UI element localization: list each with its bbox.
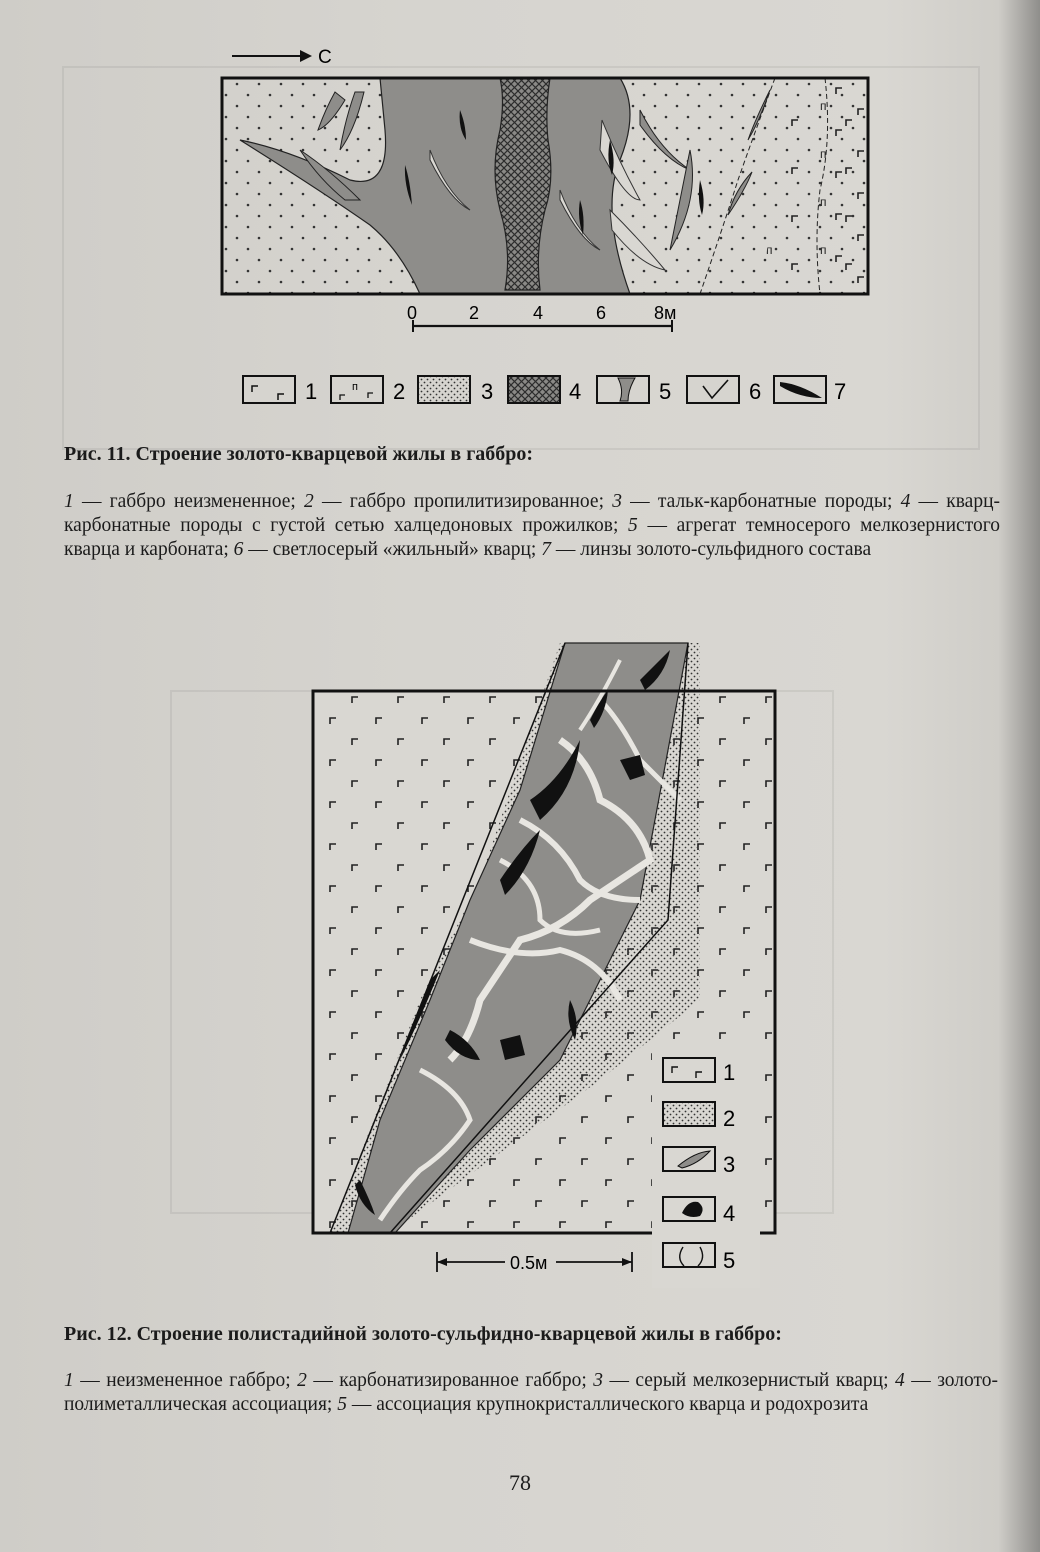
figure-12-caption: Рис. 12. Строение полистадийной золото-сульфидно-кварцевой жилы в габбро: [64, 1323, 782, 1345]
legend-swatch-quartz-carbonate [508, 376, 560, 403]
scale-label: 6 [596, 303, 607, 323]
figure-11-caption: Рис. 11. Строение золото-кварцевой жилы в габбро: [64, 443, 534, 465]
legend-item-text: — неизмененное габбро; [73, 1370, 298, 1391]
legend-number: 6 [749, 379, 762, 404]
legend-item-number: 1 [64, 1370, 74, 1391]
legend-item-number: 3 [593, 1370, 603, 1391]
figure-12-legend [652, 1053, 760, 1288]
legend-item-text: — серый мелкозернистый кварц; [602, 1370, 895, 1391]
legend-swatch-gabbro [243, 376, 295, 403]
legend-number: 3 [481, 379, 494, 404]
scale-label: 2 [469, 303, 480, 323]
legend-item-number: 1 [64, 491, 74, 512]
legend-item-number: 6 [233, 539, 244, 560]
legend-number: 3 [723, 1152, 736, 1177]
north-arrow [232, 50, 312, 62]
legend-item-text: — светлосерый «жильный» кварц; [243, 539, 542, 560]
legend-item-text: — карбонатизированное габбро; [306, 1370, 594, 1391]
legend-item-number: 4 [895, 1370, 905, 1391]
legend-swatch-vein-quartz [687, 376, 739, 403]
figure-12-legend-text [64, 1369, 998, 1417]
svg-text:п: п [352, 381, 358, 393]
scale-label: 0 [407, 303, 418, 323]
legend-item-number: 3 [612, 491, 622, 512]
legend-item-text: — тальк-карбонатные породы; [621, 491, 901, 512]
scale-label: 8м [654, 303, 677, 323]
legend-item-text: — кварц-карбонатные породы с густой сетью халцедоновых прожилков; [64, 491, 1000, 536]
legend-item-number: 2 [297, 1370, 307, 1391]
legend-number: 4 [723, 1201, 736, 1226]
legend-item-number: 2 [304, 491, 314, 512]
legend-number: 5 [659, 379, 672, 404]
legend-number: 5 [723, 1248, 736, 1273]
legend-item-text: — линзы золото-сульфидного состава [550, 539, 872, 560]
legend-item-text: — агрегат темносерого мелкозернистого кварца и карбоната; [64, 515, 1000, 560]
figure-11-legend [243, 376, 826, 403]
legend-item-number: 5 [628, 515, 638, 536]
legend-item-number: 4 [900, 491, 911, 512]
north-arrow-label: С [318, 47, 332, 68]
scale-label: 4 [533, 303, 544, 323]
legend-swatch-gabbro [663, 1058, 715, 1082]
figure-11-map [222, 78, 868, 294]
figure-11-legend-text [64, 490, 1000, 562]
legend-number: 2 [723, 1106, 736, 1131]
scale-label: 0.5м [510, 1253, 548, 1273]
legend-number: 7 [834, 379, 847, 404]
legend-number: 1 [305, 379, 318, 404]
legend-item-number: 5 [337, 1394, 347, 1415]
page-number: 78 [509, 1470, 531, 1495]
legend-number: 2 [393, 379, 406, 404]
legend-item-text: — габбро пропилитизированное; [313, 491, 613, 512]
legend-number: 1 [723, 1060, 736, 1085]
legend-item-text: — габбро неизмененное; [73, 491, 305, 512]
legend-swatch-carbonatized [663, 1102, 715, 1126]
legend-number: 4 [569, 379, 582, 404]
legend-item-text: — золото-полиметаллическая ассоциация; [64, 1370, 999, 1415]
legend-item-text: — ассоциация крупнокристаллического кварца и родохрозита [346, 1394, 869, 1415]
legend-swatch-rhodochrosite [663, 1243, 715, 1267]
legend-item-number: 7 [541, 539, 551, 560]
legend-swatch-talc-carbonate [418, 376, 470, 403]
